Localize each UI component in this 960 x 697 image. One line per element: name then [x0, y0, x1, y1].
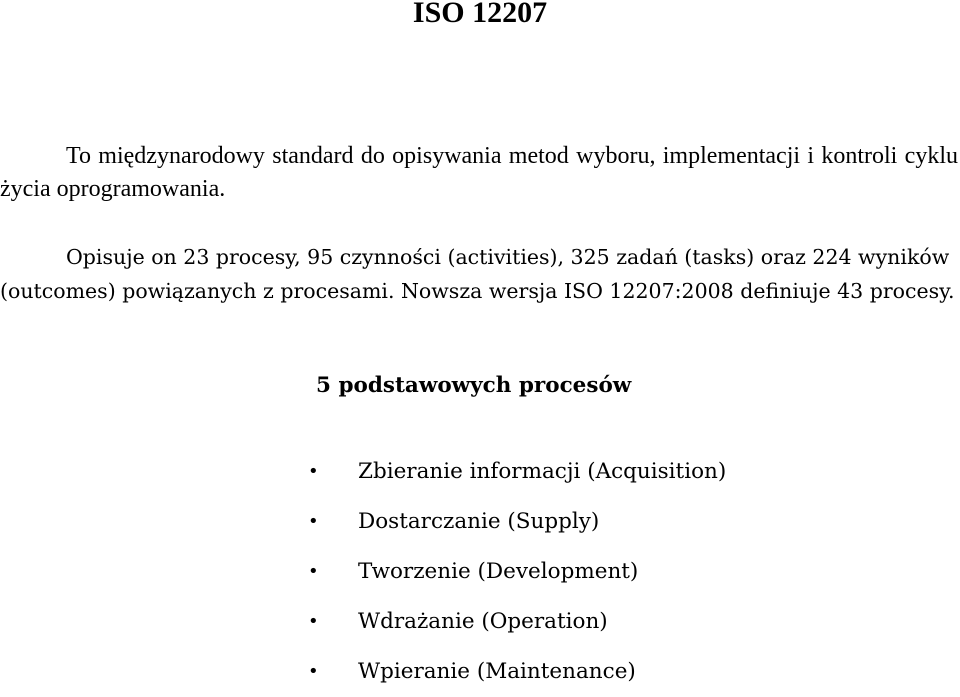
processes-heading: 5 podstawowych procesów: [316, 373, 632, 398]
bullet-icon: •: [308, 461, 319, 482]
bullet-icon: •: [308, 611, 319, 632]
description-paragraph: Opisuje on 23 procesy, 95 czynności (activities), 325 zadań (tasks) oraz 224 wyników (outcomes) powiązanych z procesami. Nowsza wersja ISO 12207:2008 definiuje 43 procesy.: [0, 245, 955, 303]
bullet-icon: •: [308, 561, 319, 582]
intro-paragraph: To międzynarodowy standard do opisywania metod wyboru, implementacji i kontroli cyklu życia oprogramowania.: [0, 143, 958, 202]
bullet-icon: •: [308, 511, 319, 532]
list-item-label: Tworzenie (Development): [358, 559, 639, 584]
list-item: [308, 647, 726, 697]
list-item-label: Dostarczanie (Supply): [358, 509, 600, 534]
list-item: [308, 497, 726, 547]
list-item-label: Wpieranie (Maintenance): [358, 659, 636, 684]
processes-list: [308, 447, 726, 697]
page-title: ISO 12207: [412, 0, 548, 29]
list-item: [308, 447, 726, 497]
list-item-label: Wdrażanie (Operation): [358, 609, 608, 634]
list-item: [308, 547, 726, 597]
bullet-icon: •: [308, 661, 319, 682]
list-item: [308, 597, 726, 647]
list-item-label: Zbieranie informacji (Acquisition): [358, 459, 727, 484]
